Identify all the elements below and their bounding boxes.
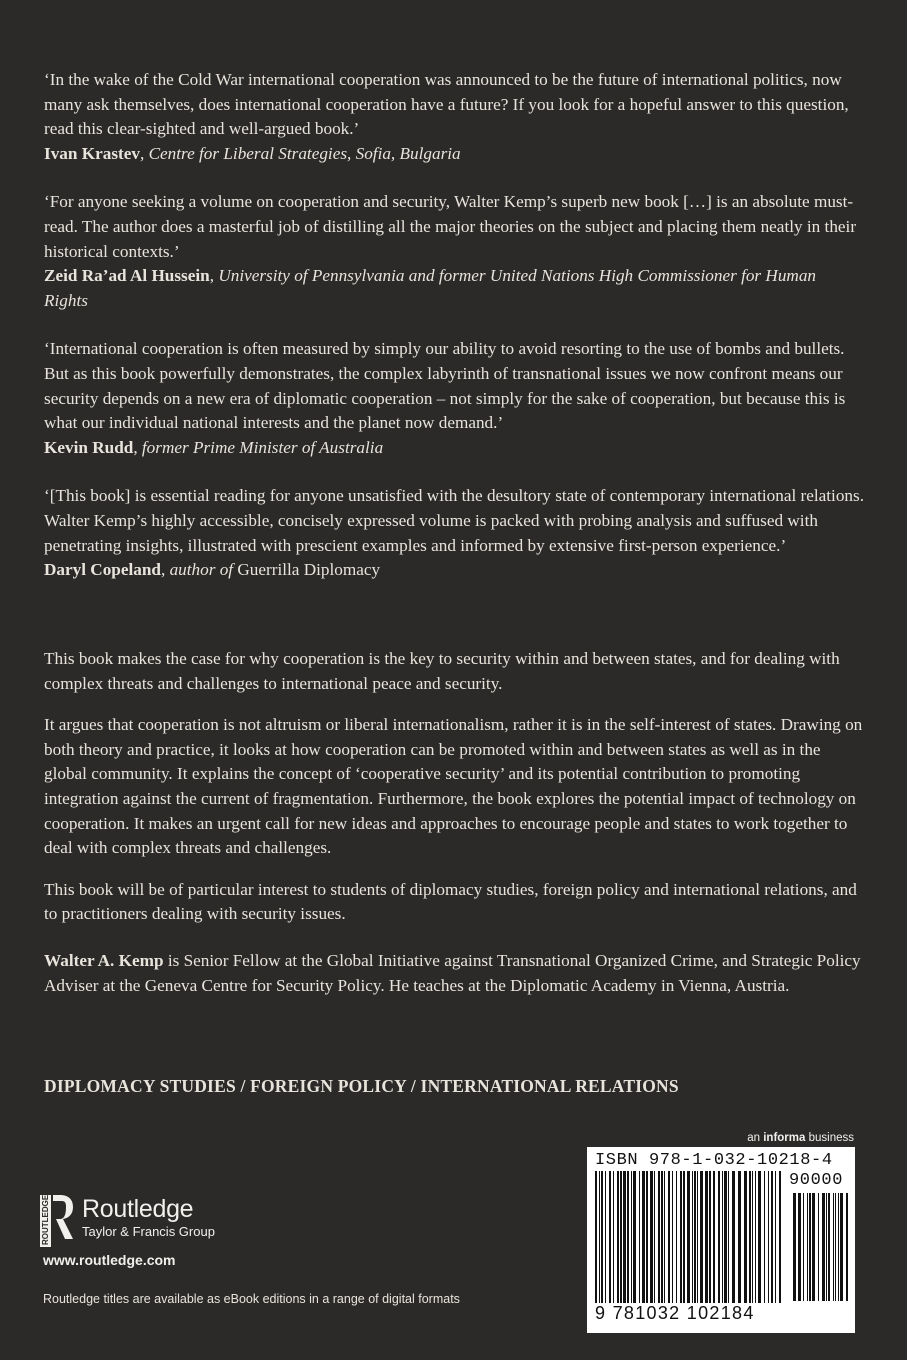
barcode-bar [605,1171,606,1303]
book-description [44,647,864,1015]
quote-text: ‘International cooperation is often measured by simply our ability to avoid resorting to the use of bombs and bullets. But as this book powerfully demonstrates, the complex labyrinth of transnational issues we now confront means our security depends on a new era of diplomatic cooperation – not simply for the sake of cooperation, but because this is what our individual national interests and the planet now demand.’ [44,339,846,433]
barcode-bar [599,1171,600,1303]
barcode-bar [846,1193,848,1301]
barcode-bar [623,1171,626,1303]
price-code: 90000 [789,1171,844,1190]
barcode-bar [838,1193,839,1301]
barcode-bar [744,1171,747,1303]
isbn-barcode [587,1147,855,1333]
quote-affiliation: University of Pennsylvania and former United Nations High Commissioner for Human Rights [44,266,817,310]
barcode-bar [758,1171,761,1303]
barcode-bar [668,1171,670,1303]
quote-1 [44,68,864,166]
barcode-digits: 9 781032 102184 [595,1303,755,1323]
informa-business-label: an informa business [747,1132,854,1144]
barcode-bar [755,1171,756,1303]
description-paragraph-3: This book will be of particular interest to students of diplomacy studies, foreign policy and international relations, and to practitioners dealing with security issues. [44,879,857,924]
quote-affiliation: Centre for Liberal Strategies, Sofia, Bulgaria [148,143,461,163]
author-bio [44,949,864,998]
barcode-bar [687,1171,690,1303]
barcode-bar [709,1171,711,1303]
barcode-bar [818,1193,819,1301]
barcode-bar [595,1171,597,1303]
barcode-bar [828,1193,830,1301]
barcode-bar [683,1171,685,1303]
publisher-url[interactable]: www.routledge.com [43,1252,176,1268]
barcode-bar [646,1171,648,1303]
author-name: Walter A. Kemp [44,950,164,970]
barcode-bar [822,1193,825,1301]
barcode-bar [724,1171,727,1303]
routledge-r-icon [40,1195,74,1247]
ebook-note: Routledge titles are available as eBook editions in a range of digital formats [43,1292,460,1306]
barcode-bar [803,1193,804,1301]
routledge-logo [40,1195,215,1247]
barcode-bar [807,1193,808,1301]
author-bio-text: is Senior Fellow at the Global Initiative against Transnational Organized Crime, and Strategic Policy Adviser at the Geneva Centre for Security Policy. He teaches at the Diplomatic Academy in Vienna, Austria. [44,950,861,995]
barcode-bar [650,1171,653,1303]
barcode-bar [779,1171,781,1303]
barcode-bar [661,1171,663,1303]
barcode-bar [764,1171,765,1303]
barcode-bar [620,1171,622,1303]
barcode-bar [718,1171,720,1303]
barcode-bar [705,1171,708,1303]
quote-text: ‘In the wake of the Cold War international cooperation was announced to be the future of international politics, now many ask themselves, does international cooperation have a future? If you look for a hopeful answer to this question, read this clear-sighted and well-argued book.’ [44,70,849,139]
barcode-bar [713,1171,715,1303]
description-paragraph-1: This book makes the case for why cooperation is the key to security within and between states, and for dealing with complex threats and challenges to international peace and security. [44,649,840,693]
barcode-bar [658,1171,660,1303]
barcode-bar [697,1171,698,1303]
barcode-bar [633,1171,636,1303]
quote-4 [44,484,864,582]
barcode-bar [642,1171,645,1303]
barcode-bar [840,1193,843,1301]
barcode-bar [722,1171,723,1303]
barcode-bar [749,1171,751,1303]
quote-attribution: Ivan Krastev, Centre for Liberal Strategies, Sofia, Bulgaria [44,143,461,163]
barcode-bar [752,1171,753,1303]
barcode-bar [700,1171,703,1303]
quote-2 [44,190,864,313]
quote-author: Kevin Rudd [44,437,134,457]
barcode-bar [639,1171,640,1303]
subject-categories: DIPLOMACY STUDIES / FOREIGN POLICY / INTERNATIONAL RELATIONS [44,1076,679,1096]
barcode-bar [812,1193,815,1301]
barcode-bar [775,1171,776,1303]
quote-affiliation: former Prime Minister of Australia [141,437,384,457]
quote-attribution: Daryl Copeland, author of Guerrilla Diplomacy [44,560,381,580]
isbn-label: ISBN 978-1-032-10218-4 [595,1151,833,1170]
barcode-bar [631,1171,632,1303]
barcode-bar [798,1193,801,1301]
barcode-bar [738,1171,741,1303]
price-barcode-bars [793,1193,849,1301]
barcode-bar [771,1171,773,1303]
barcode-bar [732,1171,735,1303]
barcode-bar [826,1193,827,1301]
barcode-bar [728,1171,729,1303]
barcode-bar [676,1171,677,1303]
barcode-bar [617,1171,619,1303]
barcode-bar [809,1193,811,1301]
quote-author: Ivan Krastev [44,143,140,163]
barcode-bar [664,1171,665,1303]
quote-3 [44,337,864,460]
quote-text: ‘[This book] is essential reading for anyone unsatisfied with the desultory state of contemporary international relations. Walter Kemp’s highly accessible, concisely expressed volume is packed with probing analysis and suffused with penetrating insights, illustrated with prescient examples and informed by extensive first-person experience.’ [44,486,864,555]
barcode-bar [833,1193,834,1301]
barcode-bar [793,1193,796,1301]
barcode-bar [613,1171,614,1303]
description-paragraph-2: It argues that cooperation is not altruism or liberal internationalism, rather it is in the self-interest of states. Drawing on both theory and practice, it looks at how cooperation can be promoted within and between states as well as in the global community. It explains the concept of ‘cooperative security’ and its potential contribution to promoting integration against the current of fragmentation. Furthermore, the book explores the potential impact of technology on cooperation. It makes an urgent call for new ideas and approaches to encourage people and states to work together to deal with complex threats and challenges. [44,715,863,858]
quote-attribution: Kevin Rudd, former Prime Minister of Australia [44,437,384,457]
quote-author: Daryl Copeland [44,560,161,580]
barcode-bar [672,1171,673,1303]
logo-side-text: ROUTLEDGE [41,1195,50,1245]
barcode-bar [768,1171,769,1303]
quote-attribution: Zeid Ra’ad Al Hussein, University of Pennsylvania and former United Nations High Commissioner for Human Rights [44,266,817,310]
quote-affiliation: author of [169,560,234,580]
barcode-bar [680,1171,682,1303]
barcode-bar [654,1171,655,1303]
publisher-name: Routledge [82,1195,194,1223]
barcode-bar [627,1171,629,1303]
barcode-bar [835,1193,836,1301]
barcode-bar [601,1171,603,1303]
quote-author: Zeid Ra’ad Al Hussein [44,266,210,286]
barcode-bar [609,1171,611,1303]
quote-work-title: Guerrilla Diplomacy [237,560,381,580]
quote-text: ‘For anyone seeking a volume on cooperation and security, Walter Kemp’s superb new book […] is an absolute must-read. The author does a masterful job of distilling all the major theories on the subject and placing them neatly in their historical contexts.’ [44,192,857,261]
barcode-bar [694,1171,696,1303]
barcode-bars [595,1171,785,1303]
quotes-section [44,68,864,607]
barcode-bar [692,1171,693,1303]
publisher-group: Taylor & Francis Group [82,1224,215,1239]
